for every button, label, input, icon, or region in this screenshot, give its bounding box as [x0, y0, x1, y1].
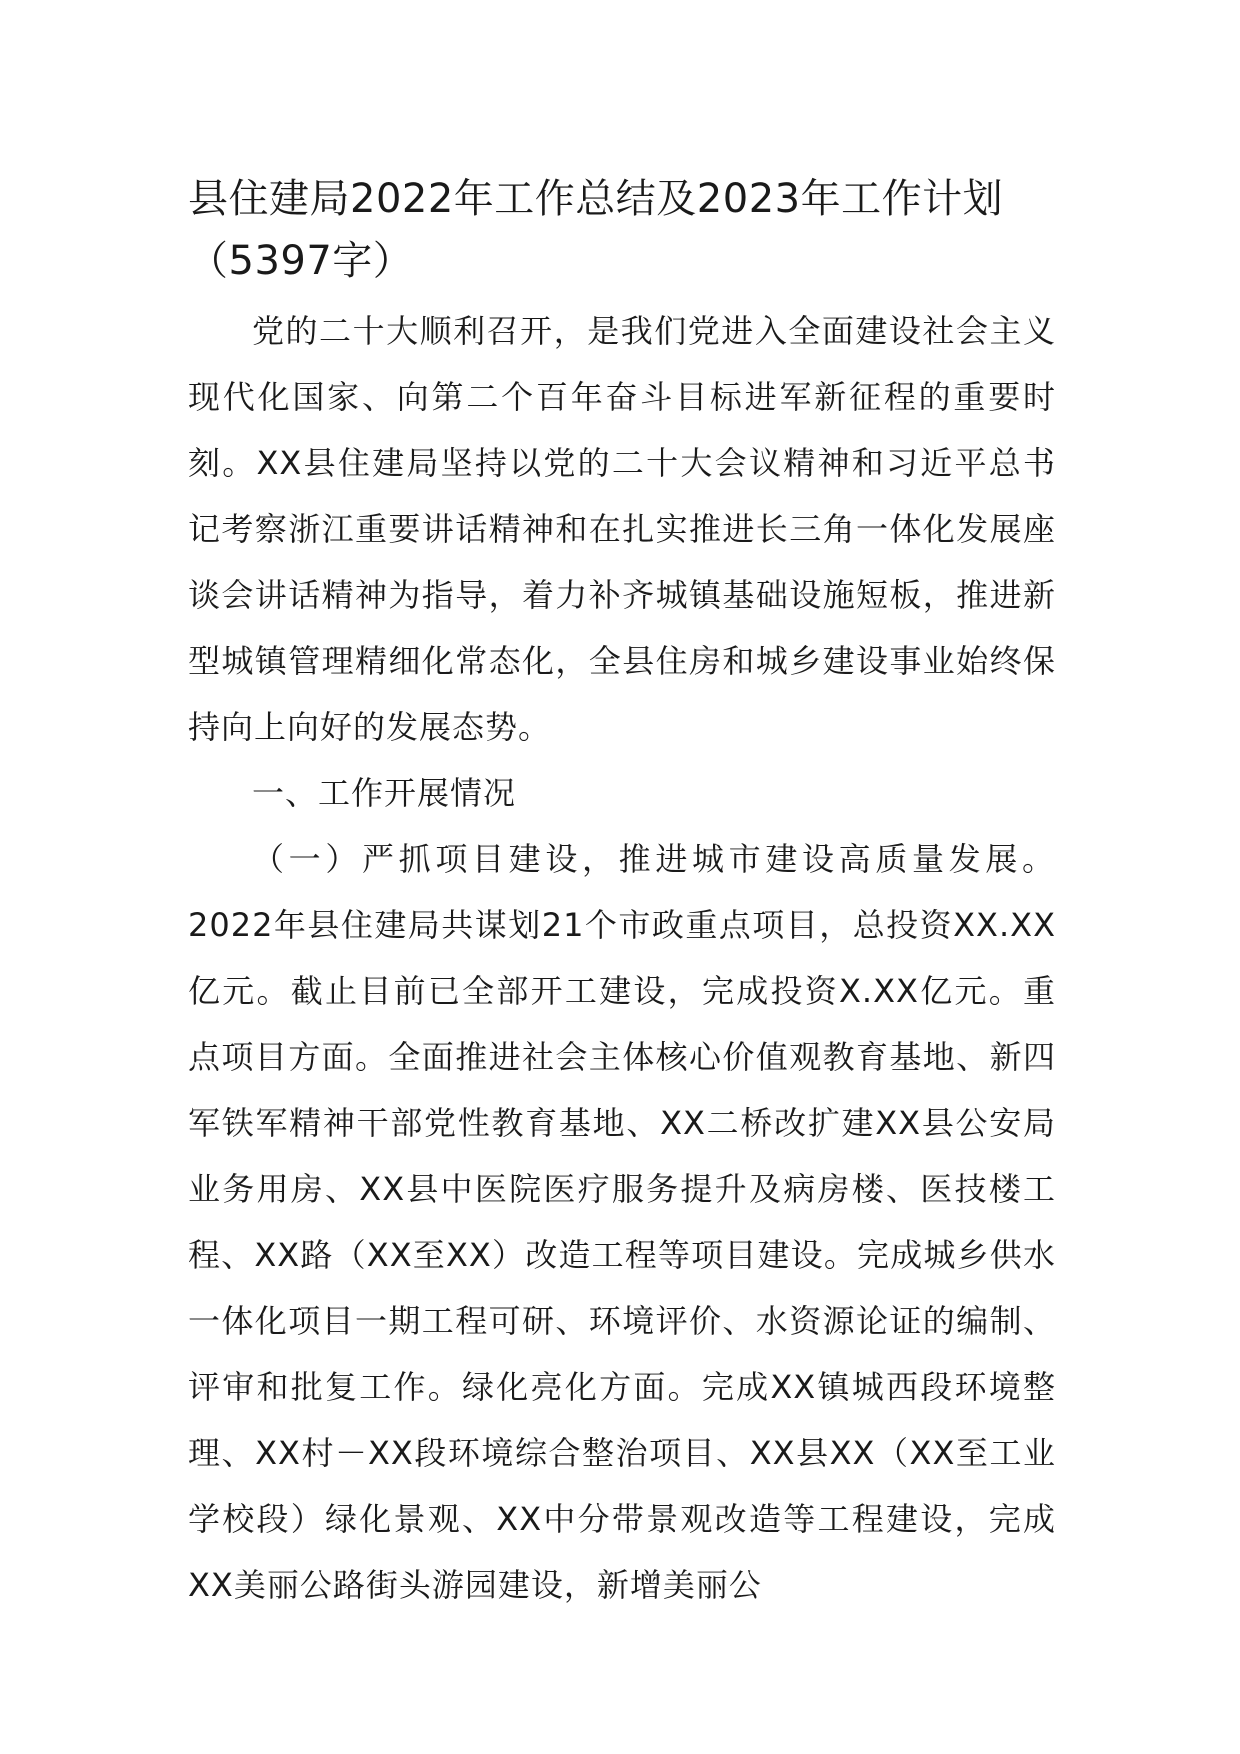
section-heading: 一、工作开展情况 [252, 774, 517, 812]
intro-paragraph: 党的二十大顺利召开，是我们党进入全面建设社会主义现代化国家、向第二个百年奋斗目标进军新征程的重要时刻。XX县住建局坚持以党的二十大会议精神和习近平总书记考察浙江重要讲话精神和在扎实推进长三角一体化发展座谈会讲话精神为指导，着力补齐城镇基础设施短板，推进新型城镇管理精细化常态化，全县住房和城乡建设事业始终保持向上向好的发展态势。 [188, 312, 1056, 746]
document-body [188, 168, 1056, 1618]
subsection-paragraph [188, 826, 1056, 1618]
subsection-heading: （一）严抓项目建设，推进城市建设高质量发展。 [252, 840, 1056, 878]
document-title: 县住建局2022年工作总结及2023年工作计划（5397字） [188, 176, 1004, 284]
subsection-body: 2022年县住建局共谋划21个市政重点项目，总投资XX.XX亿元。截止目前已全部开工建设，完成投资X.XX亿元。重点项目方面。全面推进社会主体核心价值观教育基地、新四军铁军精神干部党性教育基地、XX二桥改扩建XX县公安局业务用房、XX县中医院医疗服务提升及病房楼、医技楼工程、XX路（XX至XX）改造工程等项目建设。完成城乡供水一体化项目一期工程可研、环境评价、水资源论证的编制、评审和批复工作。绿化亮化方面。完成XX镇城西段环境整理、XX村－XX段环境综合整治项目、XX县XX（XX至工业学校段）绿化景观、XX中分带景观改造等工程建设，完成XX美丽公路街头游园建设，新增美丽公 [188, 906, 1056, 1604]
